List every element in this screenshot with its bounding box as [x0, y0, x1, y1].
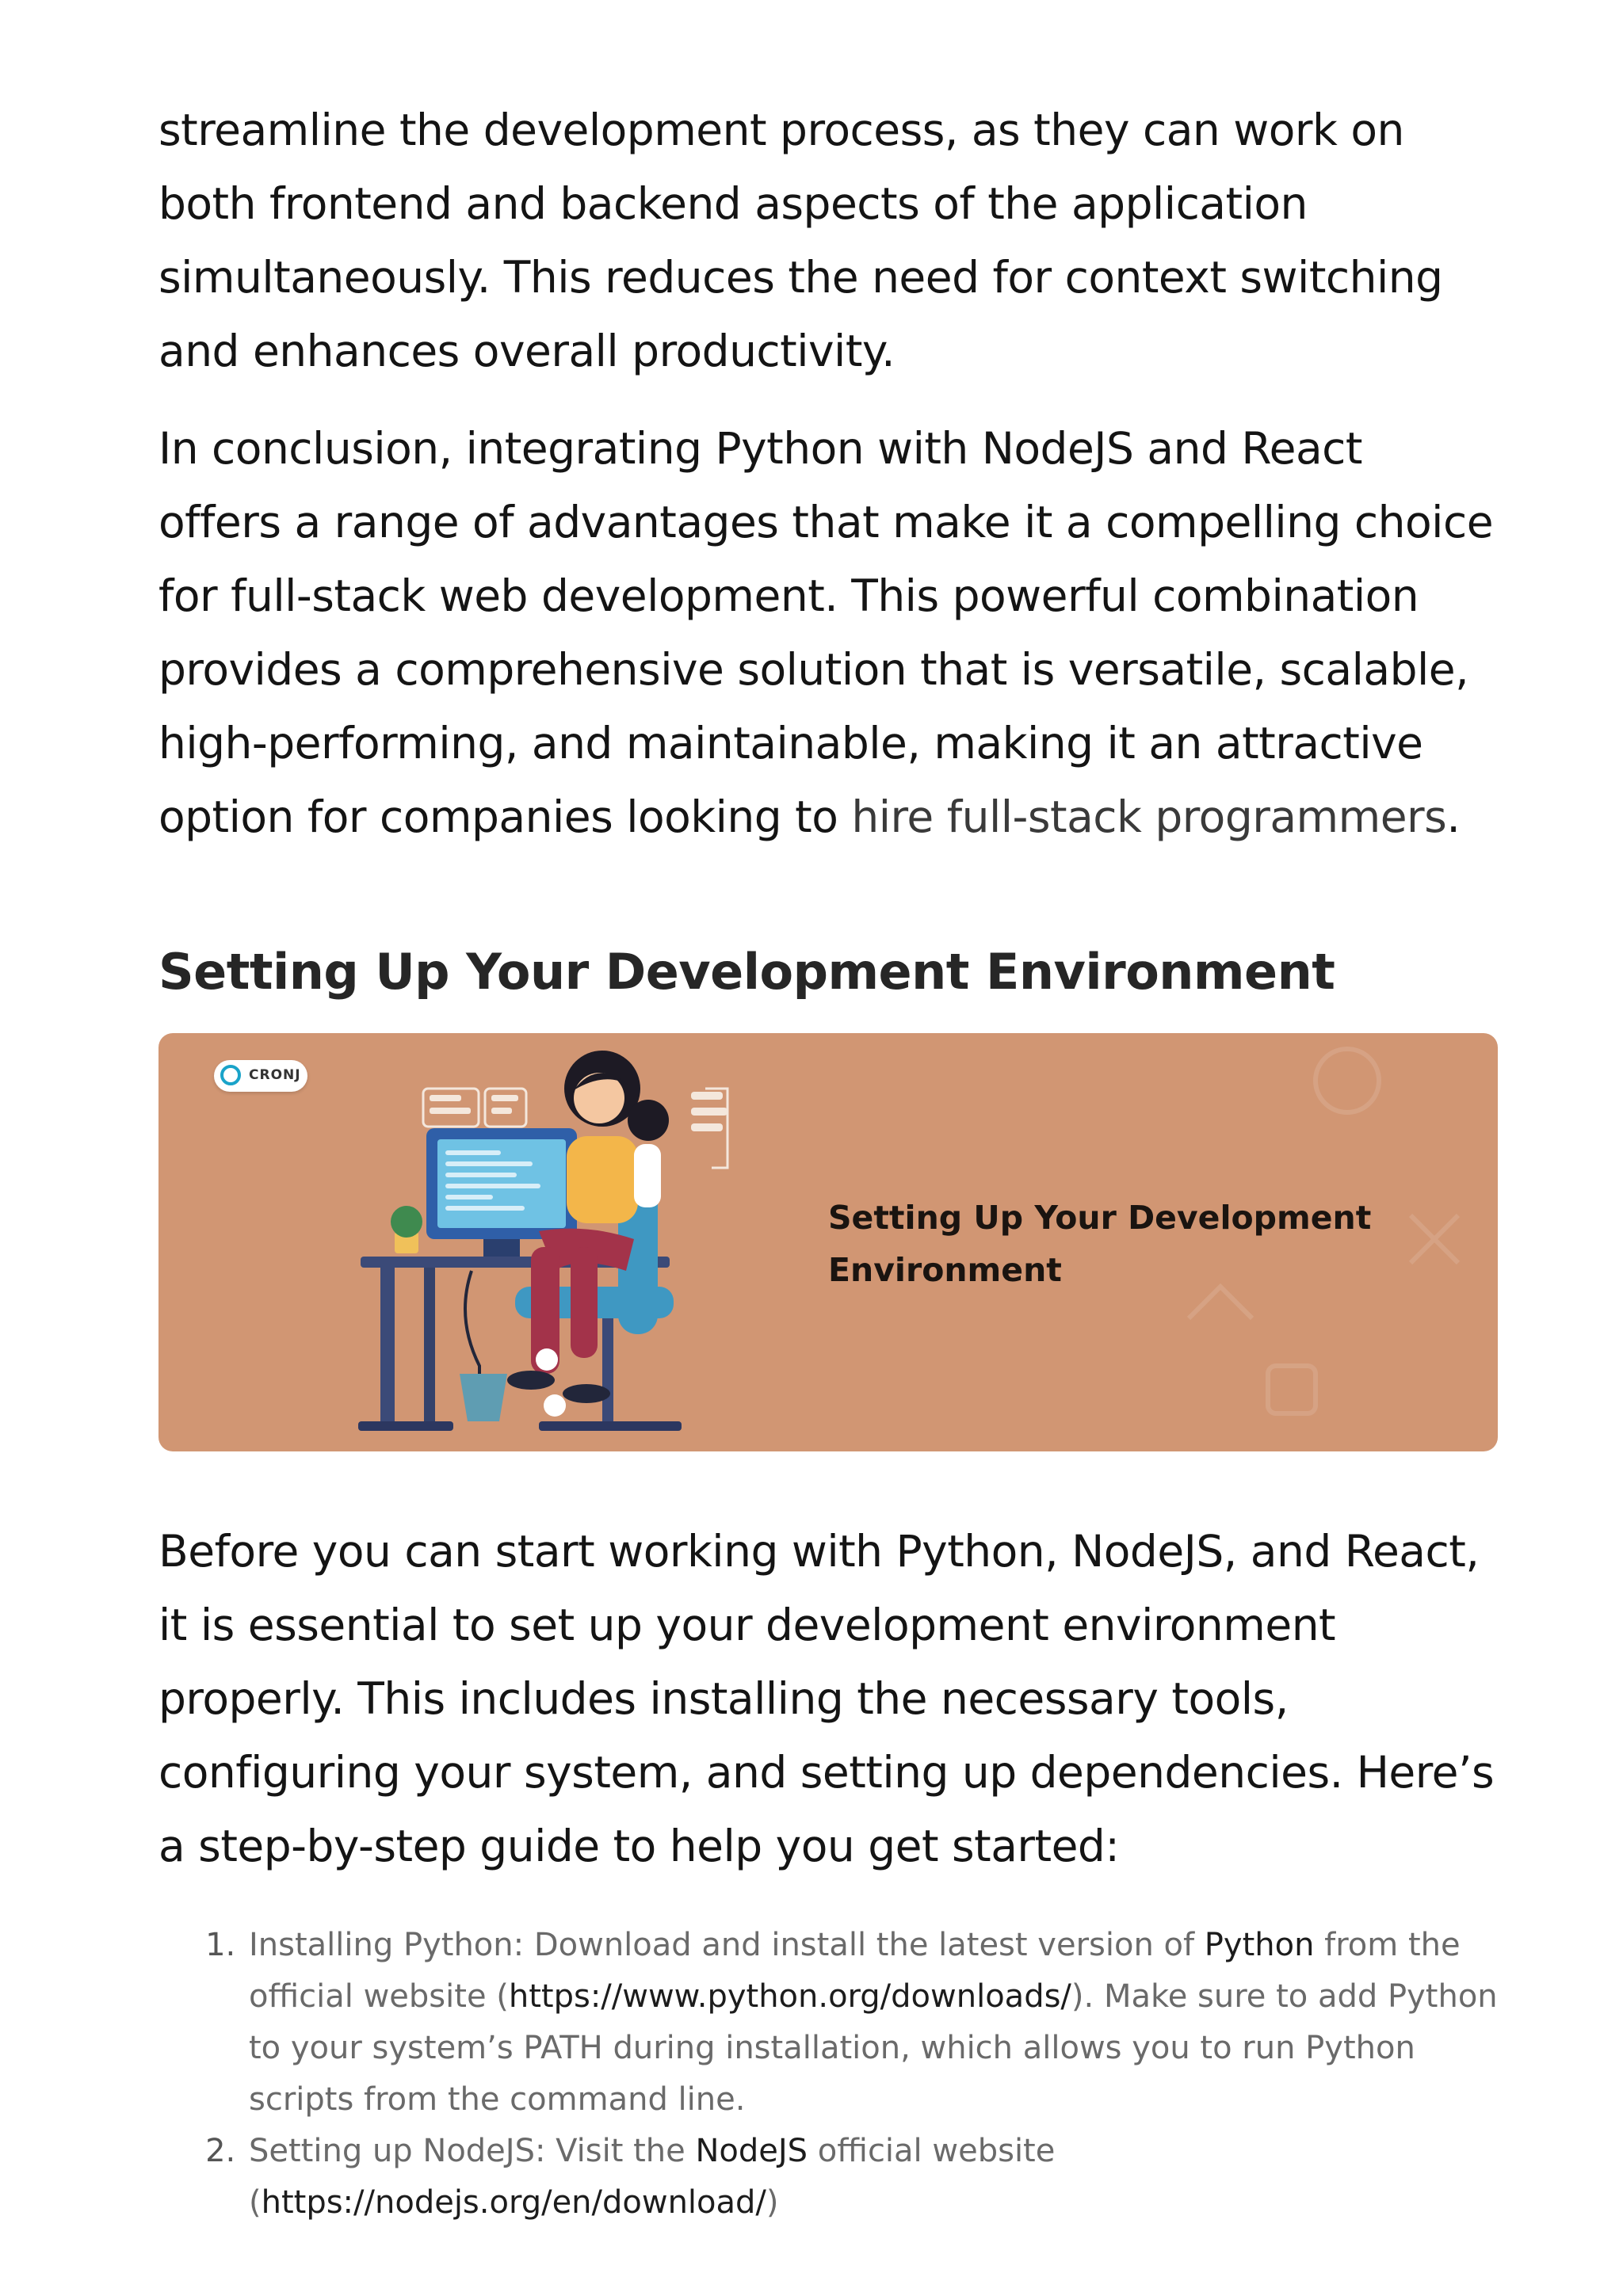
step-text: ). Make sure to add Python to your system’s PATH during installation, which allows you to run Python scripts from the command line.	[249, 1978, 1498, 2118]
step-text: )	[766, 2184, 779, 2221]
setup-steps-list	[158, 1920, 1498, 2229]
step-text: Setting up NodeJS: Visit the	[249, 2133, 696, 2169]
paragraph-intro: Before you can start working with Python, NodeJS, and React, it is essential to set up your development environment properly. This includes installing the necessary tools, configuring your system, and setting up dependencies. Here’s a step-by-step guide to help you get started:	[158, 1526, 1495, 1871]
list-item	[246, 1920, 1498, 2126]
paragraph-conclusion-text: In conclusion, integrating Python with NodeJS and React offers a range of advantages that make it a compelling choice for full-stack web development. This powerful combination provides a comprehensive solution that is versatile, scalable, high-performing, and maintainable, making it an attractive option for companies looking to	[158, 423, 1494, 842]
step-text: from the official website (	[249, 1927, 1461, 2015]
paragraph-conclusion	[158, 412, 1498, 854]
nodejs-download-link[interactable]: https://nodejs.org/en/download/	[261, 2184, 766, 2221]
banner-title	[828, 1192, 1399, 1296]
python-download-link[interactable]: https://www.python.org/downloads/	[508, 1978, 1071, 2015]
section-heading: Setting Up Your Development Environment	[158, 943, 1335, 1001]
article-body	[158, 93, 1498, 2229]
python-link[interactable]: Python	[1204, 1927, 1315, 1963]
hire-full-stack-link[interactable]: hire full-stack programmers	[851, 791, 1447, 842]
step-text: official website (	[249, 2133, 1056, 2221]
cronj-logo	[214, 1060, 307, 1092]
banner-title-line2: Environment	[828, 1251, 1062, 1289]
nodejs-link[interactable]: NodeJS	[695, 2133, 808, 2169]
cronj-logo-text: CRONJ	[249, 1067, 301, 1083]
step-text: Installing Python: Download and install the latest version of	[249, 1927, 1205, 1963]
banner-image	[158, 1033, 1498, 1451]
cronj-logo-icon	[220, 1065, 241, 1085]
list-item	[246, 2126, 1498, 2229]
banner-title-line1: Setting Up Your Development	[828, 1199, 1372, 1237]
paragraph-conclusion-end: .	[1446, 791, 1461, 842]
paragraph-productivity: streamline the development process, as they can work on both frontend and backend aspects of the application simultaneously. This reduces the need for context switching and enhances overall productivity.	[158, 105, 1443, 376]
